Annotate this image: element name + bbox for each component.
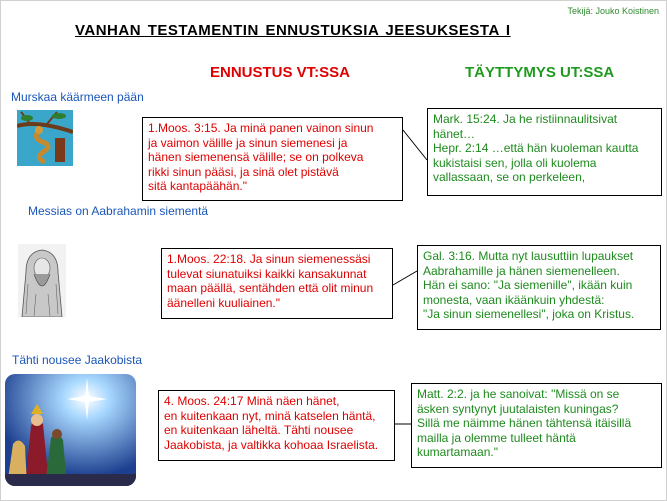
fulfillment-box-serpent: Mark. 15:24. Ja he ristiinnaulitsivat hänet… Hepr. 2:14 …että hän kuoleman kautta kukistaisi sen, jolla oli kuolema vallassaan, se on perkeleen, — [427, 108, 662, 196]
fulfillment-heading: TÄYTTYMYS UT:SSA — [465, 64, 615, 81]
prophecy-box-star: 4. Moos. 24:17 Minä näen hänet, en kuitenkaan nyt, minä katselen häntä, en kuitenkaan läheltä. Tähti nousee Jaakobista, ja valtikka kohoaa Israelista. — [158, 390, 395, 461]
prophecy-box-abraham: 1.Moos. 22:18. Ja sinun siemenessäsi tulevat siunatuiksi kaikki kansakunnat maan päällä, sentähden että olit minun äänelleni kuuliainen." — [161, 248, 393, 319]
fulfillment-box-star: Matt. 2:2. ja he sanoivat: "Missä on se äsken syntynyt juutalaisten kuningas? Sillä me näimme hänen tähtensä itäisillä mailla ja olemme tulleet häntä kumartamaan." — [411, 383, 662, 468]
prophecy-heading: ENNUSTUS VT:SSA — [210, 64, 351, 81]
author-credit: Tekijä: Jouko Koistinen — [567, 6, 659, 16]
caption-star: Tähti nousee Jaakobista — [12, 353, 143, 367]
caption-abraham: Messias on Aabrahamin siementä — [28, 204, 209, 218]
prophecy-box-serpent: 1.Moos. 3:15. Ja minä panen vainon sinun ja vaimon välille ja sinun siemenesi ja hänen siemenensä välille; se on polkeva rikki sinun pääsi, ja sinä olet pistävä sitä kantapäähän." — [142, 117, 403, 201]
connector-abraham — [393, 271, 417, 285]
page-title: VANHAN TESTAMENTIN ENNUSTUKSIA JEESUKSESTA I — [75, 22, 511, 39]
connector-serpent — [403, 130, 427, 160]
fulfillment-box-abraham: Gal. 3:16. Mutta nyt lausuttiin lupaukset Aabrahamille ja hänen siemenelleen. Hän ei sano: "Ja siemenille", ikään kuin monesta, vaan ikäänkuin yhdestä: "Ja sinun siemenellesi", joka on Kristus. — [417, 245, 661, 330]
caption-serpent: Murskaa käärmeen pään — [11, 90, 144, 104]
